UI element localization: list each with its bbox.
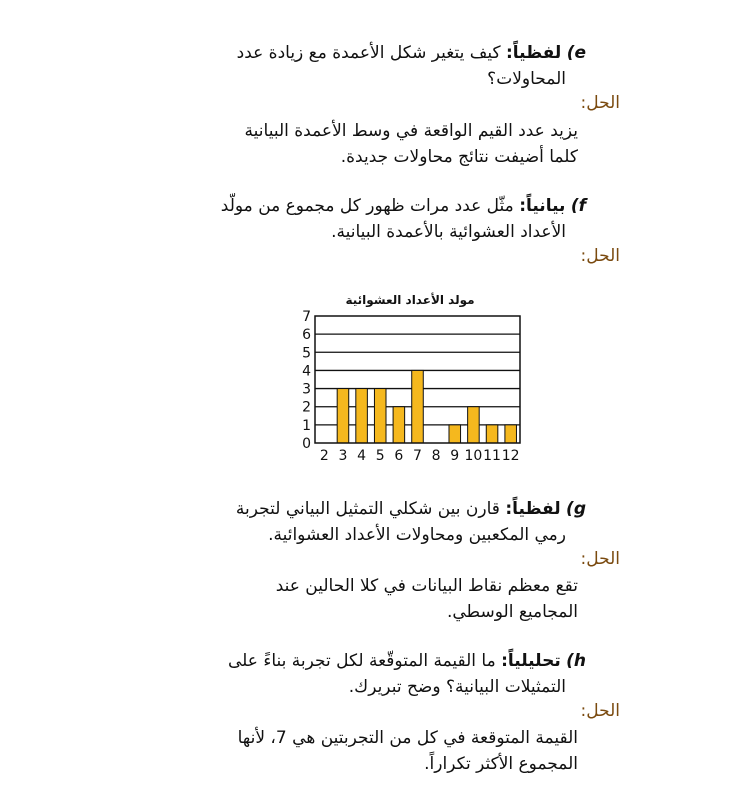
solution-label-e: الحل: xyxy=(580,93,620,113)
x-tick-label: 5 xyxy=(375,448,385,464)
y-tick-label: 0 xyxy=(302,436,311,452)
question-keyword: لفظياً: xyxy=(505,43,562,63)
question-e xyxy=(156,40,586,92)
x-tick-label: 2 xyxy=(319,448,329,464)
x-tick-label: 4 xyxy=(357,448,367,464)
solution-label-h: الحل: xyxy=(580,701,620,721)
question-text-line2: رمي المكعبين ومحاولات الأعداد العشوائية. xyxy=(268,525,566,545)
y-tick-labels xyxy=(302,309,311,452)
question-letter: e) xyxy=(566,43,586,63)
x-tick-label: 6 xyxy=(394,448,404,464)
bar-11 xyxy=(486,425,498,443)
bar-9 xyxy=(449,425,461,443)
y-tick-label: 7 xyxy=(302,309,311,325)
question-text-line1: ما القيمة المتوقّعة لكل تجربة بناءً على xyxy=(228,651,496,671)
x-tick-label: 10 xyxy=(464,448,483,464)
bar-5 xyxy=(374,389,386,443)
bar-4 xyxy=(356,389,368,443)
question-text-line2: الأعداد العشوائية بالأعمدة البيانية. xyxy=(331,222,566,242)
question-g xyxy=(156,496,586,548)
y-tick-label: 6 xyxy=(302,327,311,344)
question-text-line2: التمثيلات البيانية؟ وضح تبريرك. xyxy=(348,677,566,697)
answer-line2: كلما أضيفت نتائج محاولات جديدة. xyxy=(340,147,578,167)
bar-chart xyxy=(290,288,540,468)
answer-line1: القيمة المتوقعة في كل من التجربتين هي 7، لأنها xyxy=(237,728,578,748)
y-tick-label: 4 xyxy=(302,363,311,380)
solution-label-f: الحل: xyxy=(580,246,620,266)
y-tick-label: 2 xyxy=(302,399,311,416)
bar-7 xyxy=(412,370,424,443)
question-keyword: لفظياً: xyxy=(505,499,561,519)
y-tick-label: 1 xyxy=(302,417,311,434)
answer-line2: المجموع الأكثر تكراراً. xyxy=(424,754,578,774)
bar-6 xyxy=(393,407,405,443)
x-tick-label: 7 xyxy=(413,448,422,464)
question-text-line2: المحاولات؟ xyxy=(487,69,566,89)
x-tick-label: 8 xyxy=(431,448,441,464)
x-tick-labels xyxy=(320,448,520,464)
question-keyword: تحليلياً: xyxy=(501,651,561,671)
answer-e xyxy=(158,118,578,170)
question-keyword: بيانياً: xyxy=(519,196,566,216)
x-tick-label: 3 xyxy=(338,448,348,464)
answer-line1: تقع معظم نقاط البيانات في كلا الحالين عند xyxy=(275,576,578,596)
y-tick-label: 5 xyxy=(302,345,311,362)
question-letter: g) xyxy=(566,499,586,519)
answer-h xyxy=(158,725,578,777)
question-letter: f) xyxy=(570,196,586,216)
question-letter: h) xyxy=(566,651,586,671)
answer-line1: يزيد عدد القيم الواقعة في وسط الأعمدة البيانية xyxy=(244,121,578,141)
question-f xyxy=(156,193,586,245)
answer-g xyxy=(158,573,578,625)
chart-title: مولد الأعداد العشوائية xyxy=(345,293,475,307)
question-text-line1: مثّل عدد مرات ظهور كل مجموع من مولّد xyxy=(220,196,514,216)
x-tick-label: 11 xyxy=(483,448,501,464)
question-text-line1: قارن بين شكلي التمثيل البياني لتجربة xyxy=(235,499,500,519)
solution-label-g: الحل: xyxy=(580,549,620,569)
answer-line2: المجاميع الوسطي. xyxy=(446,602,578,622)
y-tick-label: 3 xyxy=(302,381,311,398)
question-h xyxy=(156,648,586,700)
bar-10 xyxy=(468,407,480,443)
bar-3 xyxy=(337,389,349,443)
question-text-line1: كيف يتغير شكل الأعمدة مع زيادة عدد xyxy=(236,43,501,63)
bar-12 xyxy=(505,425,517,443)
x-tick-label: 12 xyxy=(501,448,520,464)
x-tick-label: 9 xyxy=(450,448,460,464)
